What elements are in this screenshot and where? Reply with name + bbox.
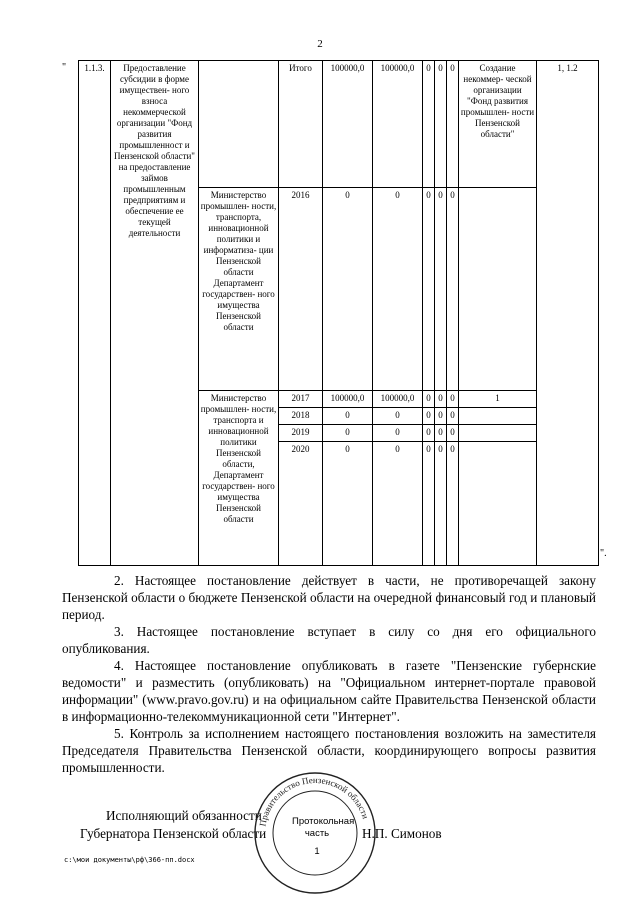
resolution-paragraphs bbox=[62, 572, 596, 776]
year-cell: 2016 bbox=[279, 188, 323, 391]
zero-cell: 0 bbox=[447, 425, 459, 442]
seal-center-text bbox=[292, 816, 355, 858]
result-cell bbox=[459, 425, 537, 442]
result-cell bbox=[459, 408, 537, 425]
executor-cell: Министерство промышлен- ности, транспорта и инновационной политики Пензенской области, Департамент государствен- ного имущества Пензенской области bbox=[199, 391, 279, 566]
regional-cell: 0 bbox=[373, 188, 423, 391]
result-cell bbox=[459, 442, 537, 566]
paragraph-5: 5. Контроль за исполнением настоящего постановления возложить на заместителя Председателя Правительства Пензенской области, координирующего вопросы развития промышленности. bbox=[62, 726, 596, 775]
program-table bbox=[78, 60, 599, 566]
total-zero: 0 bbox=[423, 61, 435, 188]
paragraph-3: 3. Настоящее постановление вступает в силу со дня его официального опубликования. bbox=[62, 624, 596, 656]
executor-empty-cell bbox=[199, 61, 279, 188]
file-path-footer: c:\мои документы\рф\366-пп.docx bbox=[64, 856, 195, 864]
total-regional-budget: 100000,0 bbox=[373, 61, 423, 188]
zero-cell: 0 bbox=[423, 442, 435, 566]
total-zero: 0 bbox=[447, 61, 459, 188]
paragraph-4: 4. Настоящее постановление опубликовать в газете "Пензенские губернские ведомости" и разместить (опубликовать) на "Официальном интернет-портале правовой информации" (www.pravo.gov.ru) и на официальном сайте Правительства Пензенской области в информационно-телекоммуникационной сети "Интернет". bbox=[62, 658, 596, 724]
signatory-name: Н.П. Симонов bbox=[362, 826, 442, 841]
zero-cell: 0 bbox=[423, 391, 435, 408]
amount-cell: 0 bbox=[323, 425, 373, 442]
zero-cell: 0 bbox=[423, 408, 435, 425]
signatory-title-line1: Исполняющий обязанности bbox=[106, 808, 262, 823]
regional-cell: 0 bbox=[373, 425, 423, 442]
paragraph-2: 2. Настоящее постановление действует в части, не противоречащей закону Пензенской области о бюджете Пензенской области на очередной финансовый год и плановый период. bbox=[62, 573, 596, 622]
expected-result: Создание некоммер- ческой организации "Фонд развития промышлен- ности Пензенской области" bbox=[459, 61, 537, 188]
zero-cell: 0 bbox=[423, 188, 435, 391]
zero-cell: 0 bbox=[423, 425, 435, 442]
zero-cell: 0 bbox=[447, 442, 459, 566]
regional-cell: 100000,0 bbox=[373, 391, 423, 408]
amount-cell: 100000,0 bbox=[323, 391, 373, 408]
seal-line-3: 1 bbox=[314, 846, 320, 857]
zero-cell: 0 bbox=[435, 408, 447, 425]
page-number: 2 bbox=[317, 38, 323, 50]
total-zero: 0 bbox=[435, 61, 447, 188]
total-amount: 100000,0 bbox=[323, 61, 373, 188]
regional-cell: 0 bbox=[373, 442, 423, 566]
signatory-title-line2: Губернатора Пензенской области bbox=[80, 826, 267, 841]
zero-cell: 0 bbox=[435, 425, 447, 442]
zero-cell: 0 bbox=[447, 408, 459, 425]
total-label: Итого bbox=[279, 61, 323, 188]
zero-cell: 0 bbox=[447, 391, 459, 408]
zero-cell: 0 bbox=[435, 442, 447, 566]
zero-cell: 0 bbox=[435, 188, 447, 391]
closing-quote: ". bbox=[600, 548, 607, 559]
result-cell bbox=[459, 188, 537, 391]
row-number: 1.1.3. bbox=[79, 61, 111, 566]
year-cell: 2020 bbox=[279, 442, 323, 566]
year-cell: 2018 bbox=[279, 408, 323, 425]
seal-line-1: Протокольная bbox=[292, 816, 355, 827]
amount-cell: 0 bbox=[323, 442, 373, 566]
amount-cell: 0 bbox=[323, 188, 373, 391]
opening-quote: " bbox=[62, 62, 67, 73]
regional-cell: 0 bbox=[373, 408, 423, 425]
year-cell: 2017 bbox=[279, 391, 323, 408]
indicator-reference: 1, 1.2 bbox=[537, 61, 599, 566]
zero-cell: 0 bbox=[435, 391, 447, 408]
amount-cell: 0 bbox=[323, 408, 373, 425]
seal-line-2: часть bbox=[304, 828, 330, 839]
zero-cell: 0 bbox=[447, 188, 459, 391]
executor-cell: Министерство промышлен- ности, транспорта, инновационной политики и информатиза- ции Пензенской области Департамент государствен- ного имущества Пензенской области bbox=[199, 188, 279, 391]
result-cell: 1 bbox=[459, 391, 537, 408]
measure-description: Предоставление субсидии в форме имуществен- ного взноса некоммерческой организации "Фонд развития промышленност и Пензенской области" на предоставление займов промышленным предприятиям и обеспечение ее текущей деятельности bbox=[111, 61, 199, 566]
year-cell: 2019 bbox=[279, 425, 323, 442]
seal-ring-text: Правительство Пензенской области bbox=[257, 774, 371, 828]
